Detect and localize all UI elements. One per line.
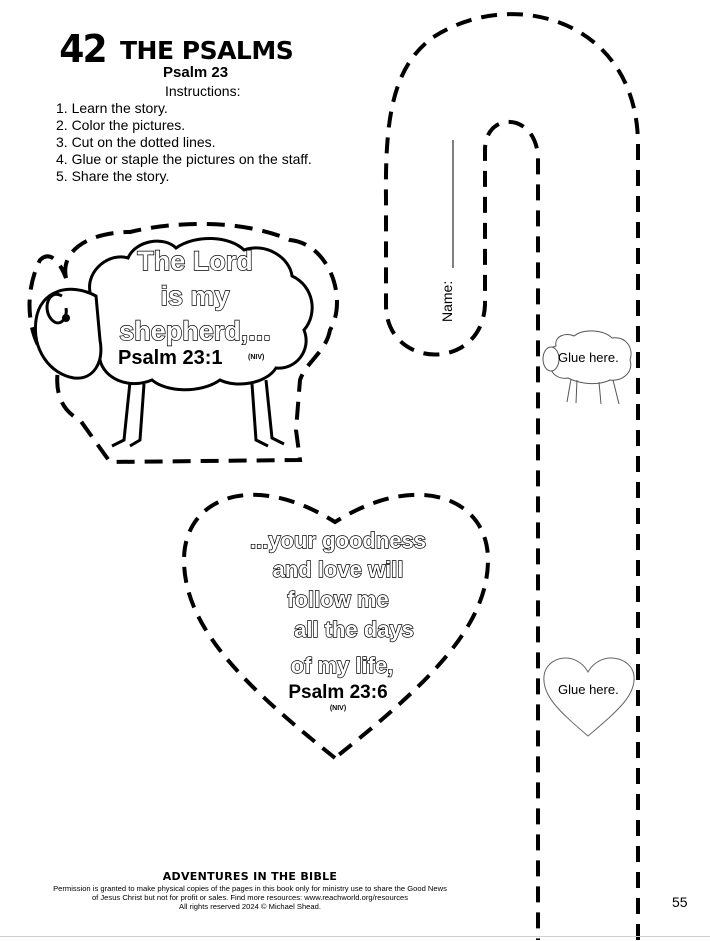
- sheep-verse-reference: Psalm 23:1: [118, 347, 223, 369]
- sheep-verse-line: shepherd,...: [119, 316, 271, 346]
- sheep-cutout: [30, 224, 337, 462]
- sheep-head: [35, 289, 100, 378]
- name-field[interactable]: [439, 140, 455, 322]
- instruction-item: 5. Share the story.: [56, 168, 170, 184]
- page-number: 55: [672, 894, 688, 910]
- heart-cutout: [184, 495, 488, 758]
- heart-verse-reference: Psalm 23:6: [288, 682, 388, 703]
- glue-here-label: Glue here.: [558, 350, 619, 365]
- heart-verse-line: follow me: [287, 587, 389, 612]
- glue-here-label: Glue here.: [558, 682, 619, 697]
- sheep-glue-target: [543, 331, 631, 404]
- heart-verse-line: all the days: [294, 617, 414, 642]
- lesson-number: 42: [59, 27, 106, 71]
- permission-line: All rights reserved 2024 © Michael Shead.: [179, 902, 321, 911]
- permission-line: Permission is granted to make physical copies of the pages in this book only for ministry use to share the Good News: [53, 884, 447, 893]
- name-label: Name:: [439, 280, 455, 322]
- small-heart-icon: [544, 658, 634, 736]
- instruction-item: 1. Learn the story.: [56, 100, 168, 116]
- instruction-item: 4. Glue or staple the pictures on the staff.: [56, 151, 312, 167]
- sheep-verse-version: (NIV): [248, 354, 265, 361]
- sheep-verse-line: is my: [160, 281, 230, 311]
- permission-line: of Jesus Christ but not for profit or sales. Find more resources: www.reachworld.org/resources: [91, 893, 409, 902]
- heart-verse-line: ...your goodness: [249, 528, 427, 553]
- lesson-title: THE PSALMS: [120, 36, 294, 65]
- page-bottom-divider: [0, 936, 710, 937]
- heart-verse-version: (NIV): [329, 705, 347, 712]
- heart-verse-line: and love will: [272, 557, 404, 582]
- instruction-item: 2. Color the pictures.: [56, 117, 186, 133]
- sheep-verse-line: The Lord: [137, 246, 253, 276]
- heart-glue-target: [544, 658, 634, 736]
- psalm-subtitle: Psalm 23: [163, 64, 229, 81]
- sheep-eye: [62, 314, 70, 322]
- instructions-heading: Instructions:: [165, 83, 241, 99]
- footer-permission: [30, 884, 470, 911]
- staff-cut-line: [386, 14, 638, 940]
- footer-brand: ADVENTURES IN THE BIBLE: [162, 870, 338, 883]
- instruction-item: 3. Cut on the dotted lines.: [56, 134, 216, 150]
- heart-verse-line: of my life,: [290, 653, 394, 678]
- small-sheep-head: [543, 347, 559, 371]
